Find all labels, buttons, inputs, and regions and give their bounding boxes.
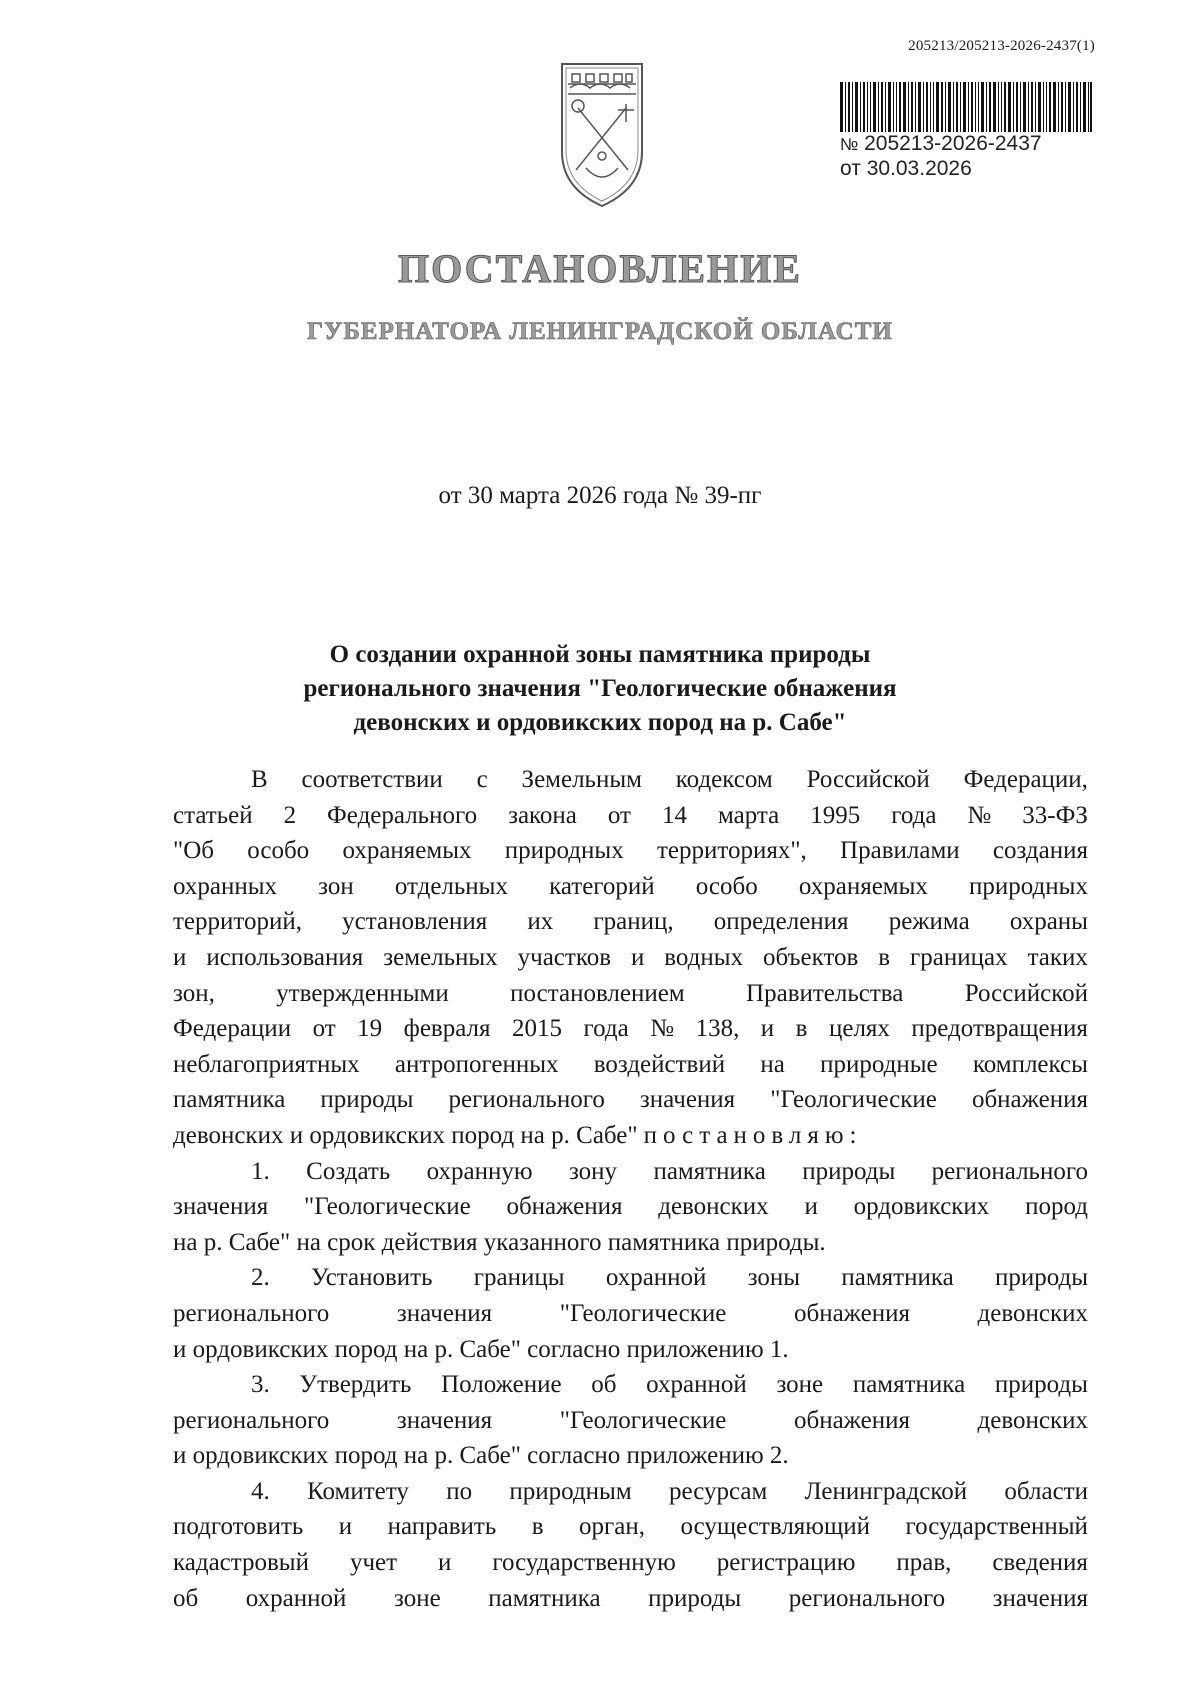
body-word: девонских bbox=[658, 1193, 769, 1221]
body-line bbox=[173, 1581, 1088, 1617]
body-word: природы bbox=[994, 1371, 1088, 1399]
body-word: Федерального bbox=[327, 801, 478, 829]
body-line bbox=[173, 1154, 1088, 1190]
body-word: направить bbox=[387, 1513, 497, 1541]
body-word: Утвердить bbox=[299, 1371, 412, 1399]
document-id: 205213/205213-2026-2437(1) bbox=[908, 38, 1095, 54]
body-line bbox=[173, 940, 1088, 976]
body-word: Комитету bbox=[307, 1477, 409, 1505]
body-word: 4. bbox=[251, 1477, 270, 1505]
body-word: обнажения bbox=[971, 1086, 1088, 1114]
body-word: на р. Сабе" на срок действия указанного памятника природы. bbox=[173, 1228, 826, 1256]
body-word: памятника bbox=[488, 1584, 601, 1612]
body-word: ресурсам bbox=[669, 1477, 768, 1505]
body-word: памятника bbox=[852, 1371, 966, 1399]
body-word: значения bbox=[396, 1406, 493, 1434]
body-word: определения bbox=[713, 908, 849, 936]
body-word: соответствии bbox=[301, 766, 443, 793]
document-subtitle: ГУБЕРНАТОРА ЛЕНИНГРАДСКОЙ ОБЛАСТИ bbox=[307, 318, 893, 345]
body-word: 138, bbox=[695, 1015, 740, 1043]
body-word: Федерации bbox=[173, 1015, 292, 1043]
body-word: комплексы bbox=[972, 1050, 1088, 1078]
body-word: кадастровый bbox=[173, 1549, 309, 1577]
body-word: предотвращения bbox=[911, 1015, 1088, 1043]
body-word: земельных bbox=[383, 943, 498, 971]
body-word: природные bbox=[820, 1050, 938, 1078]
body-word: от bbox=[312, 1015, 336, 1043]
body-word: обнажения bbox=[506, 1193, 623, 1221]
body-word: Установить bbox=[311, 1264, 433, 1292]
body-word: 1995 bbox=[810, 801, 861, 829]
body-word: регионального bbox=[173, 1406, 330, 1434]
body-word: и bbox=[630, 943, 645, 971]
body-word: режима bbox=[888, 908, 970, 936]
body-word: ордовикских bbox=[853, 1193, 990, 1221]
body-word: орган, bbox=[579, 1513, 645, 1541]
body-word: кодексом bbox=[675, 766, 773, 793]
body-word: сведения bbox=[992, 1549, 1088, 1577]
body-word: зону bbox=[568, 1157, 618, 1185]
body-line bbox=[173, 1509, 1088, 1545]
body-word: 3. bbox=[251, 1371, 270, 1399]
body-word: № bbox=[650, 1015, 675, 1043]
body-line bbox=[173, 1260, 1088, 1296]
body-word: регистрацию bbox=[716, 1549, 856, 1577]
body-word: года bbox=[891, 801, 937, 829]
body-word: закона bbox=[508, 801, 577, 829]
body-line bbox=[173, 1438, 1088, 1474]
heading-line: О создании охранной зоны памятника природы bbox=[329, 641, 871, 668]
body-word: антропогенных bbox=[394, 1050, 559, 1078]
barcode bbox=[840, 82, 1092, 132]
body-word: природы bbox=[320, 1086, 414, 1114]
body-word: "Об bbox=[173, 837, 214, 865]
body-line bbox=[173, 798, 1088, 834]
body-word: охранных bbox=[173, 872, 278, 900]
body-word: границ, bbox=[593, 908, 674, 936]
body-word: 2. bbox=[251, 1264, 270, 1292]
decree-body-text bbox=[173, 762, 1088, 1616]
body-word: и bbox=[173, 943, 187, 971]
body-line bbox=[173, 1225, 1088, 1261]
body-word: особо bbox=[247, 837, 310, 865]
body-word: таких bbox=[1027, 943, 1088, 971]
body-line bbox=[173, 1189, 1088, 1225]
body-word: утвержденными bbox=[276, 979, 449, 1007]
body-word: и ордовикских пород на р. Сабе" согласно приложению 2. bbox=[173, 1442, 789, 1470]
body-word: их bbox=[527, 908, 554, 936]
heading-line: регионального значения "Геологические обнажения bbox=[303, 675, 897, 702]
heading-line: девонских и ордовикских пород на р. Сабе" bbox=[353, 709, 847, 736]
body-line bbox=[173, 833, 1088, 869]
body-word: статьей bbox=[173, 801, 253, 829]
body-word: февраля bbox=[403, 1015, 491, 1043]
body-word: охраняемых bbox=[798, 872, 928, 900]
body-word: регионального bbox=[931, 1157, 1088, 1185]
body-word: регионального bbox=[448, 1086, 605, 1114]
body-word: памятника bbox=[173, 1086, 286, 1114]
body-word: водных bbox=[664, 943, 744, 971]
body-word: "Геологические bbox=[559, 1406, 727, 1434]
body-word: значения bbox=[173, 1193, 269, 1221]
registration-number bbox=[840, 132, 1100, 157]
body-word: об bbox=[173, 1584, 199, 1612]
body-word: № bbox=[967, 801, 992, 829]
body-line bbox=[173, 1332, 1088, 1368]
body-word: охраняемых bbox=[342, 837, 472, 865]
body-line bbox=[173, 904, 1088, 940]
body-word: постановляю: bbox=[643, 1121, 863, 1149]
body-word: зоне bbox=[393, 1584, 441, 1612]
body-word: об bbox=[591, 1371, 617, 1399]
body-word: и bbox=[338, 1513, 353, 1541]
body-word: 14 bbox=[661, 801, 687, 829]
body-word: и bbox=[760, 1015, 775, 1043]
body-word: марта bbox=[717, 801, 780, 829]
body-word: 1. bbox=[251, 1157, 270, 1185]
body-line bbox=[173, 1082, 1088, 1118]
body-word: памятника bbox=[653, 1157, 766, 1185]
registration-stamp bbox=[840, 82, 1100, 181]
body-word: 2015 bbox=[512, 1015, 563, 1043]
body-line bbox=[173, 762, 1088, 798]
body-word: зон bbox=[318, 872, 354, 900]
body-word: категорий bbox=[549, 872, 655, 900]
body-word: охраны bbox=[1009, 908, 1088, 936]
body-word: территорий, bbox=[173, 908, 303, 936]
body-word: значения bbox=[992, 1584, 1088, 1612]
body-word: девонских и ордовикских пород на р. Сабе" bbox=[173, 1121, 638, 1149]
body-word: границы bbox=[473, 1264, 565, 1292]
registration-date bbox=[840, 157, 1100, 181]
body-word: Правительства bbox=[746, 979, 904, 1007]
body-word: года bbox=[583, 1015, 629, 1043]
body-word: участков bbox=[517, 943, 611, 971]
body-word: природы bbox=[994, 1264, 1088, 1292]
body-word: Российской bbox=[806, 766, 930, 793]
body-word: Правилами bbox=[840, 837, 960, 865]
body-word: значения bbox=[639, 1086, 736, 1114]
body-word: обнажения bbox=[793, 1406, 910, 1434]
body-line bbox=[173, 1296, 1088, 1332]
body-word: В bbox=[251, 766, 268, 793]
registration-number-prefix: № bbox=[840, 135, 859, 154]
body-word: природных bbox=[504, 837, 624, 865]
body-word: 19 bbox=[357, 1015, 383, 1043]
body-word: Создать bbox=[306, 1157, 391, 1185]
body-word: и bbox=[438, 1549, 452, 1577]
body-line bbox=[173, 1047, 1088, 1083]
body-word: границах bbox=[910, 943, 1008, 971]
body-word: и ордовикских пород на р. Сабе" согласно приложению 1. bbox=[173, 1335, 789, 1363]
body-word: охранную bbox=[426, 1157, 533, 1185]
body-word: 2 bbox=[283, 801, 297, 829]
registration-date-prefix: от bbox=[840, 157, 861, 180]
body-line bbox=[173, 1545, 1088, 1581]
body-word: осуществляющий bbox=[680, 1513, 870, 1541]
body-line bbox=[173, 1011, 1088, 1047]
body-word: государственный bbox=[905, 1513, 1088, 1541]
body-word: и bbox=[804, 1193, 818, 1221]
body-word: зоне bbox=[776, 1371, 824, 1399]
body-word: особо bbox=[695, 872, 758, 900]
body-word: Земельным bbox=[521, 766, 642, 793]
body-word: объектов bbox=[763, 943, 859, 971]
body-word: девонских bbox=[977, 1299, 1088, 1327]
body-word: неблагоприятных bbox=[173, 1050, 360, 1078]
registration-date-value: 30.03.2026 bbox=[866, 157, 972, 180]
body-word: значения bbox=[396, 1299, 493, 1327]
decree-heading bbox=[0, 638, 1200, 740]
body-word: охранной bbox=[605, 1264, 707, 1292]
body-word: воздействий bbox=[593, 1050, 726, 1078]
body-word: "Геологические bbox=[559, 1299, 727, 1327]
body-word: в bbox=[878, 943, 891, 971]
body-word: прав, bbox=[896, 1549, 952, 1577]
body-word: Федерации, bbox=[963, 766, 1088, 793]
body-word: 33-ФЗ bbox=[1022, 801, 1088, 829]
body-word: Ленинградской bbox=[804, 1477, 968, 1505]
body-word: Положение bbox=[441, 1371, 562, 1399]
body-word: в bbox=[795, 1015, 808, 1043]
body-word: регионального bbox=[788, 1584, 946, 1612]
body-word: по bbox=[446, 1477, 473, 1505]
body-word: охранной bbox=[646, 1371, 747, 1399]
body-line bbox=[173, 1474, 1088, 1510]
body-word: зон, bbox=[173, 979, 215, 1007]
body-line bbox=[173, 869, 1088, 905]
body-word: памятника bbox=[841, 1264, 954, 1292]
body-word: регионального bbox=[173, 1299, 330, 1327]
body-word: девонских bbox=[977, 1406, 1088, 1434]
body-word: природных bbox=[969, 872, 1088, 900]
body-word: природы bbox=[648, 1584, 742, 1612]
body-word: "Геологические bbox=[304, 1193, 471, 1221]
body-word: природным bbox=[509, 1477, 632, 1505]
body-word: отдельных bbox=[394, 872, 508, 900]
body-word: государственную bbox=[492, 1549, 676, 1577]
body-word: на bbox=[760, 1050, 785, 1078]
body-line bbox=[173, 1367, 1088, 1403]
body-line bbox=[173, 1403, 1088, 1439]
body-word: постановлением bbox=[510, 979, 685, 1007]
decree-date-number: от 30 марта 2026 года № 39-пг bbox=[438, 482, 762, 509]
body-word: целях bbox=[828, 1015, 890, 1043]
body-word: подготовить bbox=[173, 1513, 304, 1541]
body-word: зоны bbox=[747, 1264, 801, 1292]
body-line bbox=[173, 1118, 1088, 1154]
body-word: области bbox=[1004, 1477, 1088, 1505]
body-word: природы bbox=[802, 1157, 896, 1185]
body-word: пород bbox=[1025, 1193, 1088, 1221]
body-word: от bbox=[607, 801, 631, 829]
body-word: в bbox=[531, 1513, 544, 1541]
body-line bbox=[173, 976, 1088, 1012]
registration-number-value: 205213-2026-2437 bbox=[864, 132, 1042, 155]
body-word: установления bbox=[342, 908, 488, 936]
body-word: Российской bbox=[964, 979, 1088, 1007]
body-word: учет bbox=[349, 1549, 398, 1577]
body-word: "Геологические bbox=[770, 1086, 937, 1114]
body-word: с bbox=[476, 766, 488, 793]
body-word: создания bbox=[992, 837, 1088, 865]
document-title: ПОСТАНОВЛЕНИЕ bbox=[398, 246, 802, 291]
body-word: охранной bbox=[245, 1584, 347, 1612]
body-word: обнажения bbox=[793, 1299, 910, 1327]
coat-of-arms-emblem bbox=[556, 60, 648, 210]
body-word: территориях", bbox=[656, 837, 807, 865]
body-word: использования bbox=[206, 943, 364, 971]
